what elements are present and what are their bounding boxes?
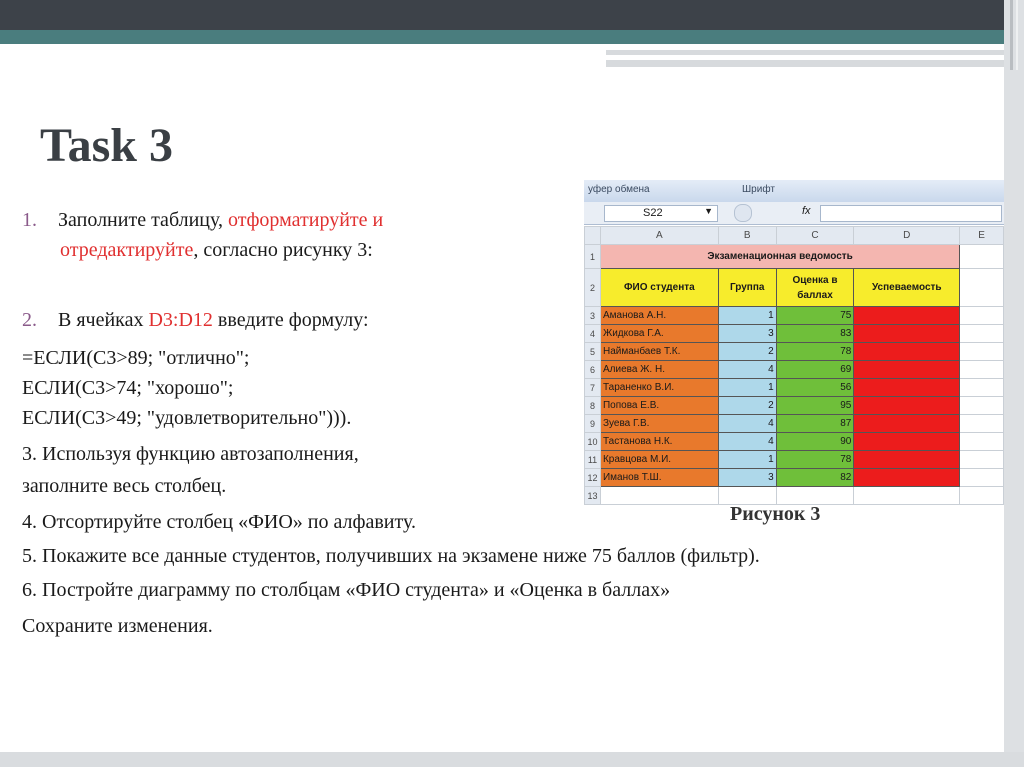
item-text: В ячейках [58, 309, 149, 331]
formula-line-1: =ЕСЛИ(C3>89; "отлично"; [22, 347, 250, 369]
item-text: Заполните таблицу, [58, 209, 228, 231]
cell-group: 3 [718, 325, 776, 343]
table-row [585, 397, 1004, 415]
item-text: введите формулу: [212, 309, 369, 331]
cell-empty [960, 469, 1004, 487]
table-row [585, 245, 1004, 269]
cell-name: Тараненко В.И. [600, 379, 718, 397]
cell-name: Тастанова Н.К. [600, 433, 718, 451]
cell-empty [960, 325, 1004, 343]
cell-result [854, 433, 960, 451]
row-header: 13 [585, 487, 601, 505]
cell-empty [960, 433, 1004, 451]
right-frame-line [1010, 0, 1013, 70]
cell-result [854, 451, 960, 469]
cell-group: 1 [718, 307, 776, 325]
cell-result [854, 469, 960, 487]
right-frame-line [1016, 0, 1018, 70]
item-2-line-1 [22, 306, 369, 334]
grid [584, 226, 1004, 505]
save-note: Сохраните изменения. [22, 615, 213, 637]
cell-result [854, 307, 960, 325]
chevron-down-icon: ▼ [704, 206, 713, 216]
cell-group: 3 [718, 469, 776, 487]
header-name: ФИО студента [600, 269, 718, 307]
row-header: 11 [585, 451, 601, 469]
cell-group: 4 [718, 433, 776, 451]
item-highlight: отредактируйте [60, 239, 194, 261]
item-3-line-1: 3. Используя функцию автозаполнения, [22, 443, 359, 465]
cell-name: Попова Е.В. [600, 397, 718, 415]
table-row [585, 343, 1004, 361]
header-group: Группа [718, 269, 776, 307]
formula-bar [584, 202, 1004, 225]
header-line [606, 60, 1010, 67]
cell-score: 82 [776, 469, 854, 487]
cell-group: 1 [718, 379, 776, 397]
table-row [585, 379, 1004, 397]
figure-caption: Рисунок 3 [730, 503, 821, 525]
bottom-frame [0, 752, 1024, 767]
table-row [585, 415, 1004, 433]
row-header: 7 [585, 379, 601, 397]
cell-group: 4 [718, 361, 776, 379]
cell-score: 75 [776, 307, 854, 325]
header-teal-bar [0, 30, 1010, 44]
cell-range: D3:D12 [148, 309, 213, 331]
table-row [585, 487, 1004, 505]
table-row [585, 269, 1004, 307]
cell-group: 4 [718, 415, 776, 433]
table-row [585, 307, 1004, 325]
cell-name: Иманов Т.Ш. [600, 469, 718, 487]
header-result: Успеваемость [854, 269, 960, 307]
row-header: 1 [585, 245, 601, 269]
table-row [585, 361, 1004, 379]
table-row [585, 451, 1004, 469]
cell-empty [960, 397, 1004, 415]
cell-score: 56 [776, 379, 854, 397]
cell-empty [960, 379, 1004, 397]
cell-name: Аманова А.Н. [600, 307, 718, 325]
column-header: C [776, 227, 854, 245]
cell-result [854, 397, 960, 415]
cell-group: 2 [718, 343, 776, 361]
cell-score: 78 [776, 343, 854, 361]
header-line [880, 50, 1010, 55]
cell-empty [960, 361, 1004, 379]
row-header: 5 [585, 343, 601, 361]
row-header: 3 [585, 307, 601, 325]
column-header-row [585, 227, 1004, 245]
cell-group: 2 [718, 397, 776, 415]
cell-result [854, 361, 960, 379]
name-box: S22 ▼ [604, 205, 718, 222]
cell-name: Найманбаев Т.К. [600, 343, 718, 361]
item-5: 5. Покажите все данные студентов, получивших на экзамене ниже 75 баллов (фильтр). [22, 545, 760, 567]
cell-name: Зуева Г.В. [600, 415, 718, 433]
row-header: 12 [585, 469, 601, 487]
item-number: 2. [22, 309, 37, 331]
slide-title: Task 3 [40, 119, 173, 172]
row-header: 8 [585, 397, 601, 415]
row-header: 9 [585, 415, 601, 433]
cell-empty [960, 415, 1004, 433]
cell-empty [960, 343, 1004, 361]
cell-name: Жидкова Г.А. [600, 325, 718, 343]
spreadsheet-figure [584, 180, 1004, 510]
item-1-line-2 [60, 236, 373, 264]
cell-result [854, 325, 960, 343]
table-row [585, 433, 1004, 451]
cell-result [854, 415, 960, 433]
item-text: , согласно рисунку 3: [193, 239, 373, 261]
header-score: Оценка в баллах [776, 269, 854, 307]
row-header: 4 [585, 325, 601, 343]
cell-score: 95 [776, 397, 854, 415]
cell-score: 83 [776, 325, 854, 343]
item-3-line-2: заполните весь столбец. [22, 475, 227, 497]
cell-name: Кравцова М.И. [600, 451, 718, 469]
sheet-title: Экзаменационная ведомость [600, 245, 959, 269]
ribbon-group-font: Шрифт [742, 184, 775, 195]
cell-empty [960, 307, 1004, 325]
table-row [585, 469, 1004, 487]
cell-score: 90 [776, 433, 854, 451]
item-1-line-1 [22, 206, 383, 234]
table-row [585, 325, 1004, 343]
formula-line-2: ЕСЛИ(C3>74; "хорошо"; [22, 377, 234, 399]
item-highlight: отформатируйте и [228, 209, 384, 231]
column-header: B [718, 227, 776, 245]
ribbon-group-clipboard: уфер обмена [588, 184, 650, 195]
cell-name: Алиева Ж. Н. [600, 361, 718, 379]
column-header: E [960, 227, 1004, 245]
corner-cell [585, 227, 601, 245]
row-header: 10 [585, 433, 601, 451]
right-frame [1004, 0, 1024, 767]
item-number: 1. [22, 209, 37, 231]
item-4: 4. Отсортируйте столбец «ФИО» по алфавиту. [22, 511, 416, 533]
cell-score: 69 [776, 361, 854, 379]
fx-icon: fx [802, 205, 811, 217]
cell-empty [960, 451, 1004, 469]
header-dark-bar [0, 0, 1024, 30]
column-header: D [854, 227, 960, 245]
cell-result [854, 343, 960, 361]
formula-input [820, 205, 1002, 222]
column-header: A [600, 227, 718, 245]
row-header: 6 [585, 361, 601, 379]
cell-score: 87 [776, 415, 854, 433]
formula-line-3: ЕСЛИ(C3>49; "удовлетворительно"))). [22, 407, 352, 429]
cell-result [854, 379, 960, 397]
cancel-icon [734, 204, 752, 222]
item-6: 6. Постройте диаграмму по столбцам «ФИО студента» и «Оценка в баллах» [22, 579, 671, 601]
cell-group: 1 [718, 451, 776, 469]
ribbon [584, 180, 1004, 203]
cell-score: 78 [776, 451, 854, 469]
row-header: 2 [585, 269, 601, 307]
